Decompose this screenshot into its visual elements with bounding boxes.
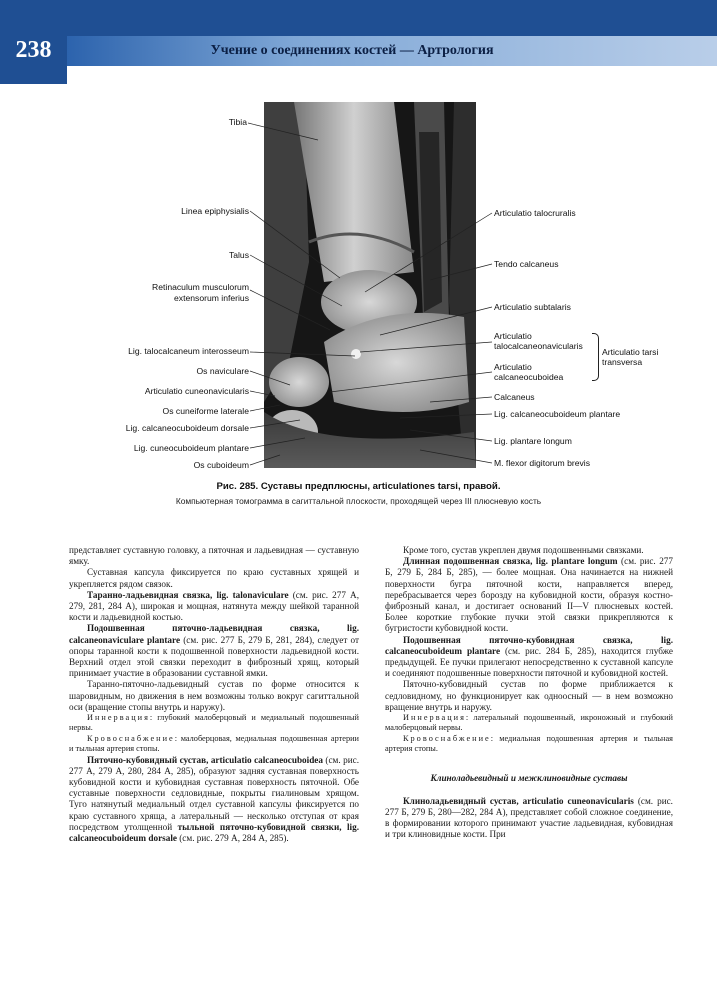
paragraph: Кроме того, сустав укреплен двумя подошвенными связками.: [403, 545, 644, 555]
label-os-naviculare: Os naviculare: [196, 366, 249, 376]
text-column-left: [69, 545, 359, 844]
paragraph: [385, 556, 673, 634]
label-tendo-calcaneus: Tendo calcaneus: [494, 259, 559, 269]
label-lig-cuneocuboideum-plantare: Lig. cuneocuboideum plantare: [133, 443, 249, 453]
brace-transverse-tarsal: [592, 333, 599, 381]
term: Подошвенная пяточно-ладьевидная связка, lig. calcaneonaviculare plantare: [69, 623, 359, 645]
label-retinaculum-2: extensorum inferius: [174, 293, 249, 303]
running-title: Учение о соединениях костей — Артрология: [210, 43, 494, 58]
page-number: 238: [0, 0, 67, 84]
paragraph-text: (см. рис. 284 Б, 285), находится глубже предыдущей. Ее пучки прилегают непосредственно к суставной капсуле и соединяют подошвенные поверхности пяточной и кубовидной костей.: [385, 645, 673, 679]
spaced-label: Кровоснабжение: [403, 733, 491, 743]
paragraph-text: (см. рис. 279 А, 284 А, 285).: [176, 833, 289, 844]
term: Таранно-ладьевидная связка, lig. talonaviculare: [87, 589, 289, 600]
paragraph: [385, 796, 673, 841]
paragraph: [385, 713, 673, 734]
paragraph: [69, 734, 359, 755]
label-articulatio-calcaneocuboidea-2: calcaneocuboidea: [494, 372, 564, 382]
label-talus: Talus: [228, 250, 249, 260]
paragraph: [69, 755, 359, 845]
paragraph-text: (см. рис. 277 Б, 279 Б, 284 Б, 285), — более мощная. Она начинается на нижней поверхности бугра пяточной кости, направляется вперед, перебрасывается через борозду на кубовидной кости, образуя костно-фиброзный канал, и достигает оснований II—V плюсневых костей. Более короткие глубокие пучки этой связки прикрепляются к бугристости кубовидной кости.: [385, 556, 673, 634]
label-os-cuneiforme-laterale: Os cuneiforme laterale: [162, 406, 249, 416]
spaced-label: Иннервация: [403, 713, 466, 723]
term: Клиноладьевидный сустав, articulatio cuneonavicularis: [403, 795, 634, 806]
label-articulatio-subtalaris: Articulatio subtalaris: [494, 302, 571, 312]
label-articulatio-talocruralis: Articulatio talocruralis: [494, 208, 576, 218]
paragraph: [69, 623, 359, 679]
label-m-flexor-digitorum-brevis: M. flexor digitorum brevis: [494, 458, 590, 468]
paragraph: [69, 713, 359, 734]
label-lig-calcaneocuboideum-dorsale: Lig. calcaneocuboideum dorsale: [125, 423, 249, 433]
paragraph-text: (см. рис. 277 А, 279, 281, 284 А), широкая и мощная, натянута между шейкой таранной кости и ладьевидной костью.: [69, 589, 359, 623]
label-lig-plantare-longum: Lig. plantare longum: [494, 436, 572, 446]
label-articulatio-tarsi-transversa-2: transversa: [602, 357, 643, 367]
text-column-right: [385, 545, 673, 841]
paragraph-text: : медиальная подошвенная артерия и тыльная артерия стопы.: [385, 733, 673, 754]
term: Подошвенная пяточно-кубовидная связка, lig. calcaneocuboideum plantare: [385, 634, 673, 656]
paragraph-text: (см. рис. 277 Б, 279 Б, 281, 284), следует от опоры таранной кости к подошвенной поверхности ладьевидной кости. Верхний отдел этой связки переходит в фиброзный хрящ, который принимает участие в образовании суставной ямки.: [69, 634, 360, 679]
paragraph-text: (см. рис. 277 Б, 279 Б, 280—282, 284 А), представляет собой сложное соединение, в формировании которого принимают участие ладьевидная, кубовидная и три клиновидные кости. При: [385, 795, 673, 840]
term: тыльной пяточно-кубовидной связки, lig. calcaneocuboideum dorsale: [69, 821, 359, 844]
paragraph-text: (см. рис. 277 А, 279 А, 280, 284 А, 285), образуют задняя суставная поверхность кубовидной кости и кубовидная суставная поверхность пяточной. Обе суставные поверхности седловидные, покрыты гиалиновым хрящом. Туго натянутый медиальный отдел суставной капсулы фиксируется по краю суставного хряща, а латеральный — несколько отступая от края посредством утолщенной: [69, 754, 359, 832]
paragraph: представляет суставную головку, а пяточная и ладьевидная — суставную ямку.: [69, 545, 359, 567]
label-linea-epiphysialis: Linea epiphysialis: [181, 206, 249, 216]
paragraph: Таранно-пяточно-ладьевидный сустав по форме относится к шаровидным, но движения в нем возможны только вокруг сагиттальной оси (вращение стопы внутрь и наружу).: [69, 679, 359, 712]
paragraph: Суставная капсула фиксируется по краю суставных хрящей и укрепляется рядом связок.: [69, 567, 359, 589]
term: Длинная подошвенная связка, lig. plantare longum: [403, 556, 618, 567]
section-subheading: Клиноладьевидный и межклиновидные суставы: [430, 772, 628, 783]
paragraph: Пяточно-кубовидный сустав по форме приближается к седловидному, но функционирует как одноосный — в нем возможно вращение внутрь и наружу.: [385, 679, 673, 712]
label-articulatio-talocalcaneonavicularis-2: talocalcaneonavicularis: [494, 341, 583, 351]
paragraph: [69, 590, 359, 624]
figure-caption: Рис. 285. Суставы предплюсны, articulationes tarsi, правой.: [216, 481, 501, 492]
paragraph-text: : малоберцовая, медиальная подошвенная артерии и тыльная артерия стопы.: [69, 733, 359, 754]
spaced-label: Кровоснабжение: [87, 733, 175, 743]
label-articulatio-tarsi-transversa-1: Articulatio tarsi: [602, 347, 659, 357]
label-retinaculum-1: Retinaculum musculorum: [152, 282, 249, 292]
spaced-label: Иннервация: [87, 713, 150, 723]
paragraph: [385, 734, 673, 755]
label-lig-calcaneocuboideum-plantare: Lig. calcaneocuboideum plantare: [494, 409, 621, 419]
label-lig-talocalcaneum-interosseum: Lig. talocalcaneum interosseum: [128, 346, 249, 356]
figure-subcaption: Компьютерная томограмма в сагиттальной плоскости, проходящей через III плюсневую кость: [175, 496, 542, 506]
label-calcaneus: Calcaneus: [494, 392, 535, 402]
label-articulatio-talocalcaneonavicularis-1: Articulatio: [494, 331, 532, 341]
term: Пяточно-кубовидный сустав, articulatio calcaneocuboidea: [87, 754, 323, 765]
label-tibia: Tibia: [228, 117, 247, 127]
paragraph-text: : глубокий малоберцовый и медиальный подошвенный нервы.: [69, 713, 359, 733]
paragraph-text: : латеральный подошвенный, икроножный и глубокий малоберцовый нервы.: [385, 713, 673, 733]
label-articulatio-cuneonavicularis: Articulatio cuneonavicularis: [144, 386, 249, 396]
paragraph: [385, 635, 673, 680]
label-articulatio-calcaneocuboidea-1: Articulatio: [494, 362, 532, 372]
label-os-cuboideum: Os cuboideum: [193, 460, 249, 470]
